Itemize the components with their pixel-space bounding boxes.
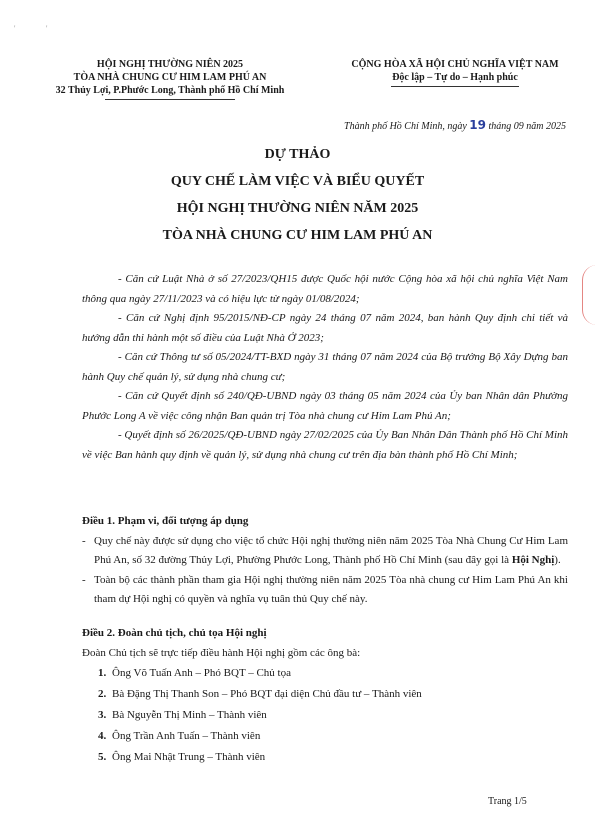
page-number: Trang 1/5 (488, 796, 527, 807)
basis-item: - Căn cứ Thông tư số 05/2024/TT-BXD ngày 31 tháng 07 năm 2024 của Bộ trưởng Bộ Xây Dựng ban hành Quy chế quản lý, sử dụng nhà chung cư; (82, 351, 568, 383)
scan-mark: ' (14, 24, 16, 33)
list-item: 4. Ông Trần Anh Tuấn – Thành viên (98, 730, 261, 742)
presidium-list (82, 663, 568, 768)
article-2 (82, 624, 568, 768)
issuer-block (30, 58, 310, 100)
list-item: 2. Bà Đặng Thị Thanh Son – Phó BQT đại diện Chủ đầu tư – Thành viên (98, 688, 422, 700)
article-1-heading: Điều 1. Phạm vi, đối tượng áp dụng (82, 515, 249, 527)
issuer-underline (105, 99, 235, 100)
legal-basis (82, 270, 568, 465)
motto-underline (391, 86, 519, 87)
stamp-edge (582, 265, 595, 325)
bullet-bold-term: Hội Nghị (511, 554, 555, 566)
bullet-end: ). (554, 554, 561, 566)
issuer-address: 32 Thủy Lợi, P.Phước Long, Thành phố Hồ Chí Minh (55, 85, 285, 96)
basis-item: - Căn cứ Nghị định 95/2015/NĐ-CP ngày 24 tháng 07 năm 2024, ban hành Quy định chi tiết và hướng dẫn thi hành một số điều của Luật Nhà Ở 2023; (82, 312, 568, 344)
national-motto: Độc lập – Tự do – Hạnh phúc (392, 72, 518, 83)
basis-item: - Quyết định số 26/2025/QĐ-UBND ngày 27/02/2025 của Ủy Ban Nhân Dân Thành phố Hồ Chí Minh về việc Ban hành quy định về quản lý, sử dụng nhà chung cư trên địa bàn thành phố Hồ Chí Minh; (82, 429, 568, 461)
title-line-2: QUY CHẾ LÀM VIỆC VÀ BIỂU QUYẾT (170, 174, 425, 189)
bullet-text: Quy chế này được sử dụng cho việc tổ chức Hội nghị thường niên năm 2025 Tòa Nhà Chung Cư Him Lam Phú An, số 32 đường Thủy Lợi, Phường Phước Long, Thành phố Hồ Chí Minh (sau đây gọi là (94, 534, 568, 566)
national-motto-block (320, 58, 590, 87)
article-1-bullet (82, 532, 568, 571)
basis-item: - Căn cứ Quyết định số 240/QĐ-UBND ngày 03 tháng 05 năm 2024 của Ủy ban Nhân dân Phường Phước Long A về việc công nhận Ban quản trị Tòa nhà chung cư Him Lam Phú An; (82, 390, 568, 422)
title-line-3: HỘI NGHỊ THƯỜNG NIÊN NĂM 2025 (176, 201, 419, 216)
date-suffix: tháng 09 năm 2025 (486, 121, 566, 132)
national-title: CỘNG HÒA XÃ HỘI CHỦ NGHĨA VIỆT NAM (351, 59, 559, 70)
list-item: 1. Ông Võ Tuấn Anh – Phó BQT – Chủ tọa (98, 667, 291, 679)
scan-mark: ' (46, 24, 48, 33)
article-2-heading: Điều 2. Đoàn chủ tịch, chủ tọa Hội nghị (82, 627, 267, 639)
date-prefix: Thành phố Hồ Chí Minh, ngày (344, 121, 470, 132)
basis-item: - Căn cứ Luật Nhà ở số 27/2023/QH15 được Quốc hội nước Cộng hòa xã hội chủ nghĩa Việt Nam thông qua ngày 27/11/2023 và có hiệu lực từ ngày 01/08/2024; (82, 273, 568, 305)
article-1 (82, 512, 568, 610)
issuer-line-1: HỘI NGHỊ THƯỜNG NIÊN 2025 (96, 59, 244, 70)
list-item: 5. Ông Mai Nhật Trung – Thành viên (98, 751, 266, 763)
article-1-bullet: - Toàn bộ các thành phần tham gia Hội nghị thường niên năm 2025 Tòa nhà chung cư Him Lam Phú An khi tham dự Hội nghị có quyền và nghĩa vụ tuân thủ Quy chế này. (82, 571, 568, 610)
document-date (320, 118, 566, 132)
list-item: 3. Bà Nguyễn Thị Minh – Thành viên (98, 709, 267, 721)
title-draft: DỰ THẢO (264, 147, 331, 162)
issuer-line-2: TÒA NHÀ CHUNG CƯ HIM LAM PHÚ AN (73, 72, 267, 83)
title-line-4: TÒA NHÀ CHUNG CƯ HIM LAM PHÚ AN (162, 228, 433, 243)
date-day-handwritten: 19 (469, 118, 486, 132)
article-2-intro: Đoàn Chủ tịch sẽ trực tiếp điều hành Hội nghị gồm các ông bà: (82, 646, 361, 659)
